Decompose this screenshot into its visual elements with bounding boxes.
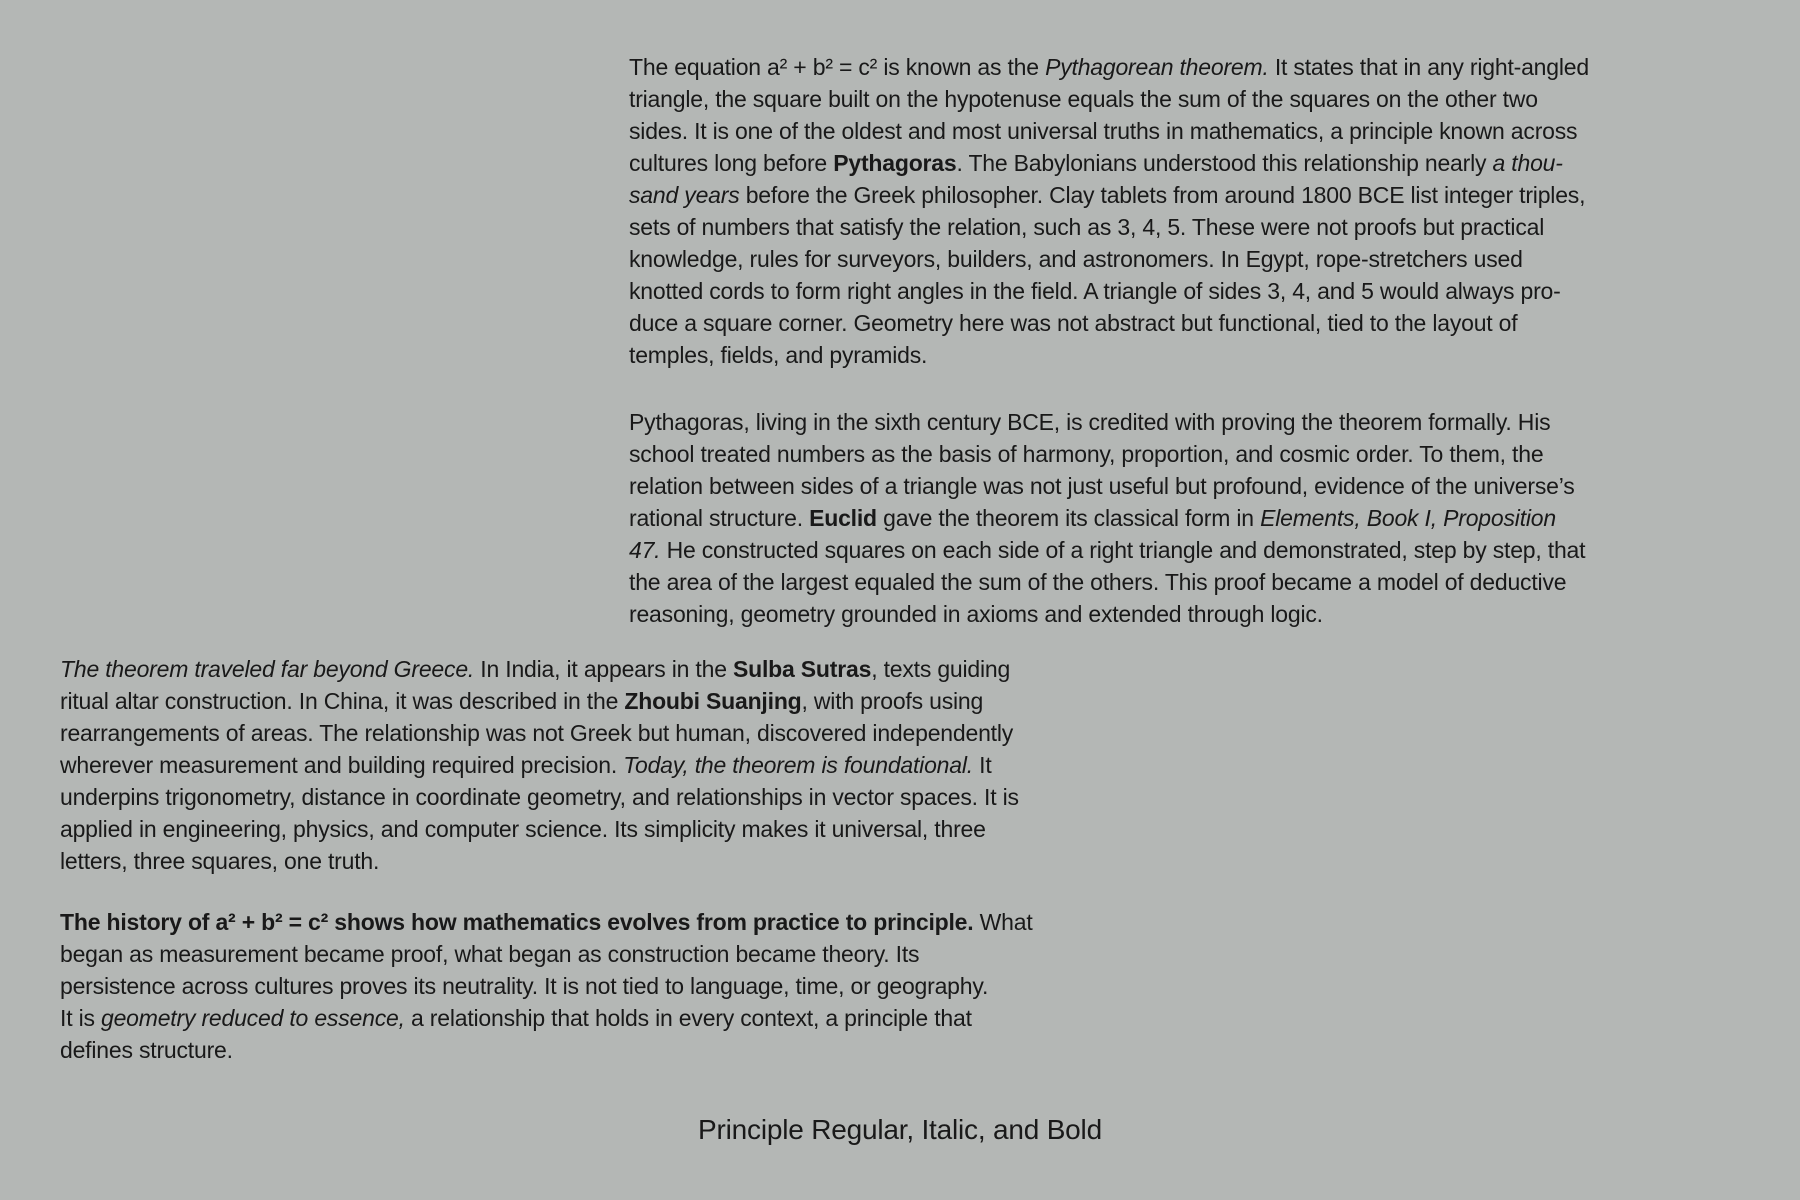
text-line [629, 339, 1589, 371]
text-segment-regular: The equation a² + b² = c² is known as the [629, 54, 1046, 80]
text-segment-regular: ritual altar construction. In China, it was described in the [60, 688, 625, 714]
text-line [60, 970, 1033, 1002]
text-segment-regular: a relationship that holds in every context, a principle that [404, 1005, 972, 1031]
text-segment-italic: a thou- [1492, 150, 1563, 176]
text-segment-regular: In India, it appears in the [474, 656, 733, 682]
text-segment-regular: applied in engineering, physics, and computer science. Its simplicity makes it universal, three [60, 816, 986, 842]
text-line [629, 502, 1589, 534]
text-segment-regular: It [972, 752, 992, 778]
text-segment-regular: sets of numbers that satisfy the relation, such as 3, 4, 5. These were not proofs but practical [629, 214, 1545, 240]
text-line [629, 211, 1589, 243]
text-line [629, 438, 1589, 470]
text-segment-regular: knotted cords to form right angles in the field. A triangle of sides 3, 4, and 5 would always pro- [629, 278, 1561, 304]
text-segment-regular: rearrangements of areas. The relationship was not Greek but human, discovered independently [60, 720, 1014, 746]
text-segment-regular: reasoning, geometry grounded in axioms and extended through logic. [629, 601, 1323, 627]
text-segment-italic: sand years [629, 182, 740, 208]
text-segment-regular: began as measurement became proof, what began as construction became theory. Its [60, 941, 920, 967]
text-line [629, 307, 1589, 339]
text-segment-regular: letters, three squares, one truth. [60, 848, 380, 874]
specimen-caption: Principle Regular, Italic, and Bold [698, 1114, 1102, 1145]
text-block-left-upper [60, 653, 1019, 877]
text-line [629, 147, 1589, 179]
text-segment-regular: school treated numbers as the basis of harmony, proportion, and cosmic order. To them, the [629, 441, 1544, 467]
text-line [60, 653, 1019, 685]
text-segment-regular: sides. It is one of the oldest and most universal truths in mathematics, a principle known across [629, 118, 1578, 144]
text-line [629, 179, 1589, 211]
text-segment-bold: The history of a² + b² = c² shows how mathematics evolves from practice to principle. [60, 909, 974, 935]
paragraph [60, 653, 1019, 877]
text-line [60, 1002, 1033, 1034]
text-line [629, 470, 1589, 502]
text-segment-regular: cultures long before [629, 150, 834, 176]
text-segment-regular: defines structure. [60, 1037, 233, 1063]
text-line [629, 534, 1589, 566]
text-line [629, 406, 1589, 438]
text-segment-regular: Pythagoras, living in the sixth century BCE, is credited with proving the theorem formally. His [629, 409, 1551, 435]
text-segment-regular: temples, fields, and pyramids. [629, 342, 928, 368]
text-segment-regular: gave the theorem its classical form in [876, 505, 1261, 531]
text-segment-regular: It states that in any right-angled [1268, 54, 1589, 80]
text-line [629, 275, 1589, 307]
text-line [60, 781, 1019, 813]
paragraph [629, 51, 1589, 371]
text-line [60, 1034, 1033, 1066]
text-segment-regular: persistence across cultures proves its neutrality. It is not tied to language, time, or geography. [60, 973, 989, 999]
text-line [629, 83, 1589, 115]
text-line [60, 749, 1019, 781]
text-segment-regular: knowledge, rules for surveyors, builders, and astronomers. In Egypt, rope-stretchers used [629, 246, 1523, 272]
text-segment-bold: Euclid [809, 505, 877, 531]
text-line [629, 243, 1589, 275]
text-segment-italic: The theorem traveled far beyond Greece. [60, 656, 475, 682]
text-line [60, 813, 1019, 845]
text-segment-regular: What [973, 909, 1033, 935]
text-segment-italic: 47. [629, 537, 661, 563]
text-line [60, 685, 1019, 717]
text-segment-regular: duce a square corner. Geometry here was not abstract but functional, tied to the layout of [629, 310, 1518, 336]
text-line [629, 115, 1589, 147]
text-segment-regular: , with proofs using [801, 688, 984, 714]
text-block-left-lower [60, 906, 1033, 1066]
text-segment-regular: triangle, the square built on the hypotenuse equals the sum of the squares on the other two [629, 86, 1538, 112]
text-segment-regular: , texts guiding [871, 656, 1011, 682]
text-line [60, 906, 1033, 938]
text-segment-regular: It is [60, 1005, 101, 1031]
text-line [60, 717, 1019, 749]
text-segment-regular: He constructed squares on each side of a right triangle and demonstrated, step by step, that [660, 537, 1586, 563]
text-segment-regular: before the Greek philosopher. Clay tablets from around 1800 BCE list integer triples, [739, 182, 1586, 208]
paragraph [60, 906, 1033, 1066]
text-segment-italic: Elements, Book I, Proposition [1260, 505, 1556, 531]
text-segment-regular: wherever measurement and building required precision. [60, 752, 624, 778]
text-segment-italic: Pythagorean theorem. [1045, 54, 1269, 80]
text-segment-italic: Today, the theorem is foundational. [623, 752, 973, 778]
text-segment-bold: Zhoubi Suanjing [624, 688, 802, 714]
text-block-right [629, 51, 1589, 630]
text-segment-bold: Sulba Sutras [732, 656, 872, 682]
paragraph [629, 406, 1589, 630]
text-segment-italic: geometry reduced to essence, [100, 1005, 405, 1031]
text-segment-regular: the area of the largest equaled the sum of the others. This proof became a model of deductive [629, 569, 1567, 595]
text-segment-regular: . The Babylonians understood this relationship nearly [956, 150, 1493, 176]
text-line [60, 845, 1019, 877]
text-segment-regular: rational structure. [629, 505, 810, 531]
text-line [629, 51, 1589, 83]
text-segment-bold: Pythagoras [833, 150, 957, 176]
text-line [629, 598, 1589, 630]
text-segment-regular: relation between sides of a triangle was not just useful but profound, evidence of the universe’s [629, 473, 1575, 499]
text-line [60, 938, 1033, 970]
text-segment-regular: underpins trigonometry, distance in coordinate geometry, and relationships in vector spaces. It is [60, 784, 1019, 810]
text-line [629, 566, 1589, 598]
